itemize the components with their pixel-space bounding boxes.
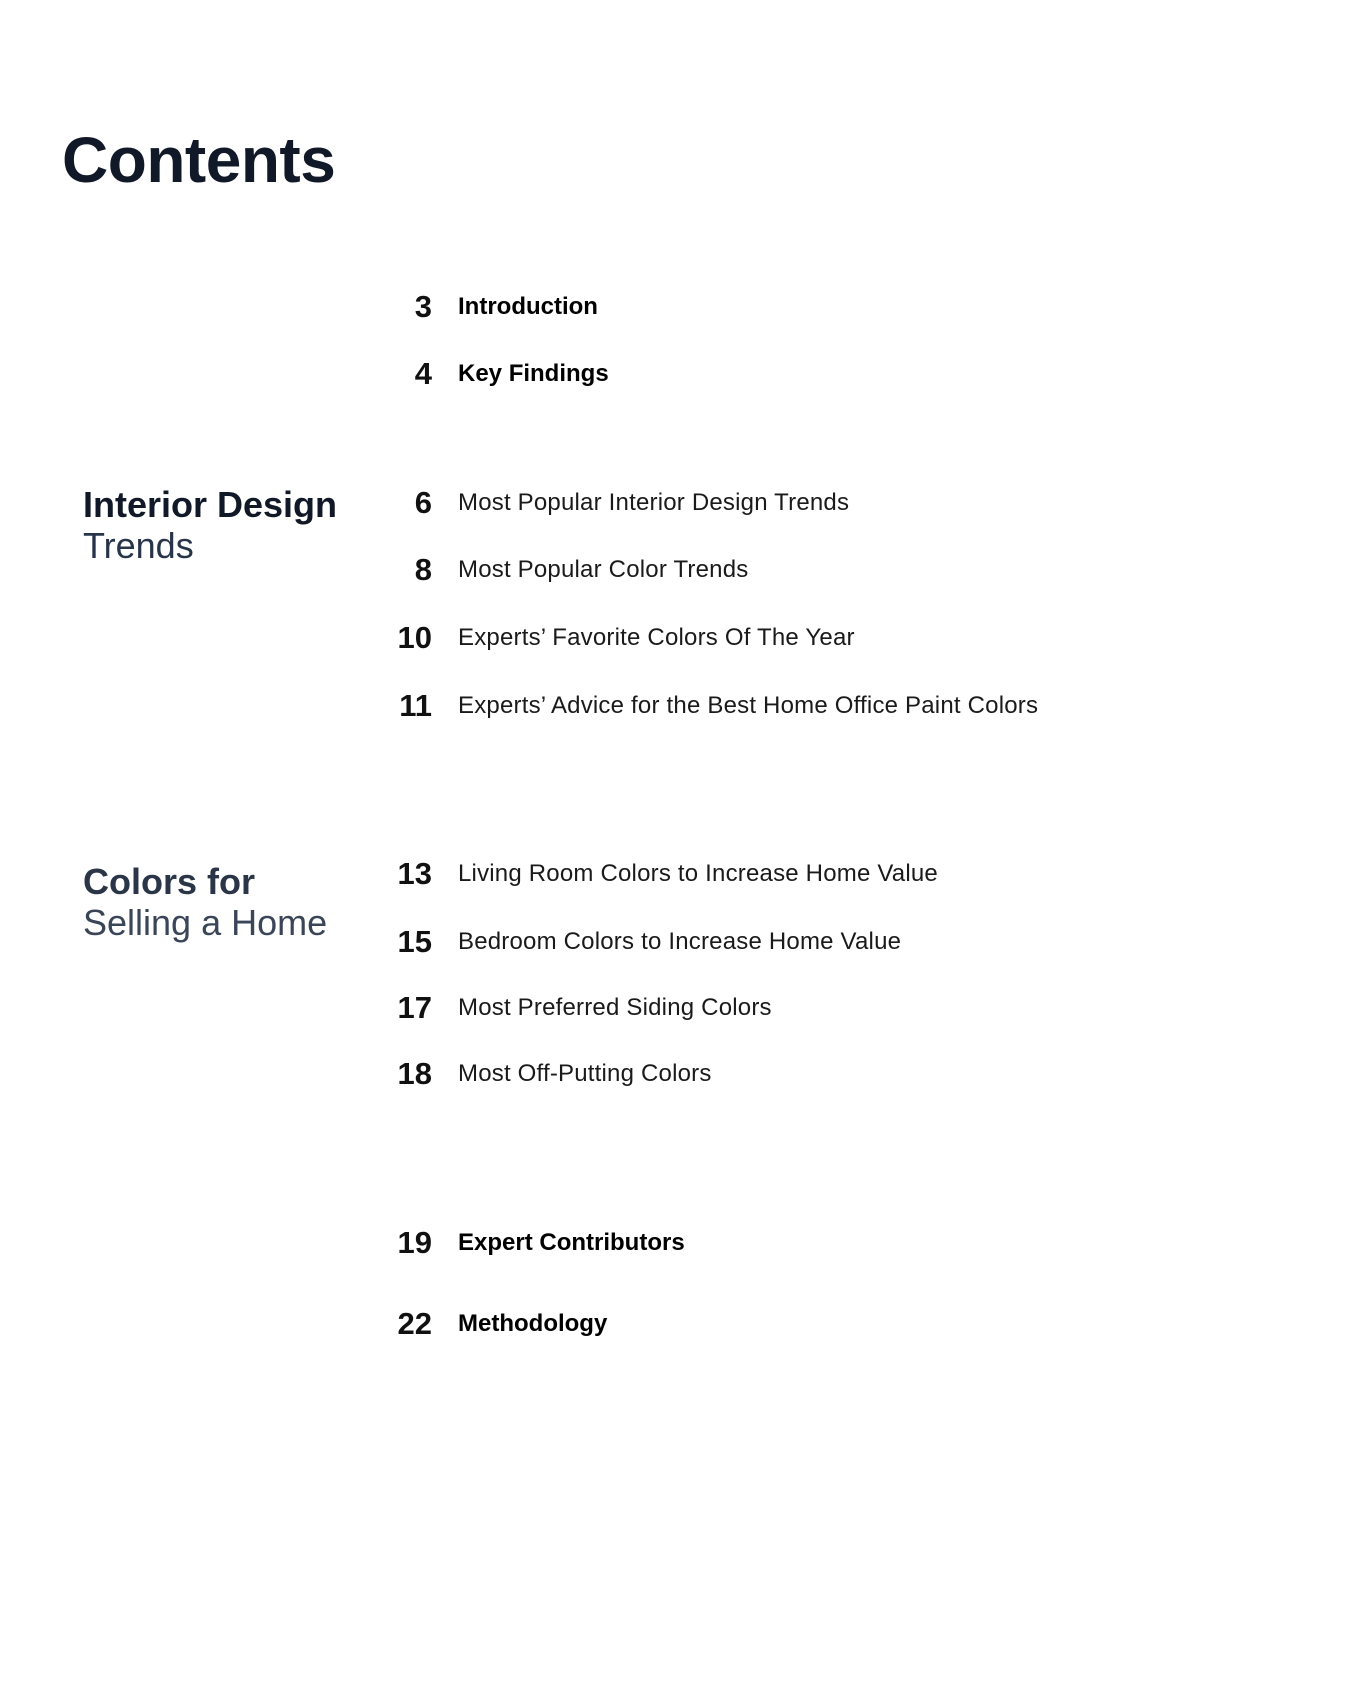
toc-page-number: 4 (414, 356, 432, 391)
section-label-light: Trends (83, 525, 194, 567)
toc-entry-title: Most Popular Interior Design Trends (458, 489, 850, 516)
toc-entry-title: Methodology (458, 1310, 608, 1337)
section-label-light: Selling a Home (83, 902, 328, 944)
toc-entry-methodology[interactable] (360, 1302, 1260, 1346)
section-label-bold: Colors for (83, 861, 256, 902)
toc-entry-bedroom-colors[interactable] (360, 920, 1260, 964)
toc-entry-colors-of-the-year[interactable] (360, 616, 1260, 660)
toc-entry-home-office-paint-colors[interactable] (360, 684, 1260, 728)
toc-entry-interior-design-trends[interactable] (360, 481, 1260, 525)
toc-page-number: 15 (397, 924, 432, 959)
toc-entry-title: Introduction (458, 293, 598, 320)
toc-page-number: 8 (414, 552, 432, 587)
toc-entry-title: Experts’ Advice for the Best Home Office Paint Colors (458, 692, 1039, 719)
toc-page-number: 6 (414, 485, 432, 520)
toc-page-number: 3 (414, 289, 432, 324)
toc-page-number: 18 (397, 1056, 432, 1091)
toc-entry-title: Most Popular Color Trends (458, 556, 749, 583)
toc-entry-off-putting-colors[interactable] (360, 1052, 1260, 1096)
toc-entry-key-findings[interactable] (360, 352, 1260, 396)
toc-entry-color-trends[interactable] (360, 548, 1260, 592)
toc-entry-siding-colors[interactable] (360, 986, 1260, 1030)
toc-entry-title: Experts’ Favorite Colors Of The Year (458, 624, 855, 651)
section-label-interior-design-trends (83, 484, 337, 566)
toc-page-number: 19 (397, 1225, 432, 1260)
toc-entry-living-room-colors[interactable] (360, 852, 1260, 896)
toc-entry-title: Most Off-Putting Colors (458, 1060, 712, 1087)
toc-page-number: 11 (399, 688, 432, 723)
toc-entry-introduction[interactable] (360, 285, 1260, 329)
section-label-bold: Interior Design (83, 484, 338, 525)
toc-page-number: 17 (397, 990, 432, 1025)
page-title: Contents (62, 124, 336, 196)
toc-entry-title: Bedroom Colors to Increase Home Value (458, 928, 902, 955)
section-label-colors-for-selling (83, 861, 327, 943)
toc-entry-title: Key Findings (458, 360, 609, 387)
toc-page-number: 13 (397, 856, 432, 891)
toc-entry-title: Living Room Colors to Increase Home Value (458, 860, 938, 887)
toc-entry-title: Most Preferred Siding Colors (458, 994, 772, 1021)
toc-page-number: 10 (397, 620, 432, 655)
toc-page-number: 22 (397, 1306, 432, 1341)
toc-entry-title: Expert Contributors (458, 1229, 685, 1256)
toc-entry-expert-contributors[interactable] (360, 1221, 1260, 1265)
